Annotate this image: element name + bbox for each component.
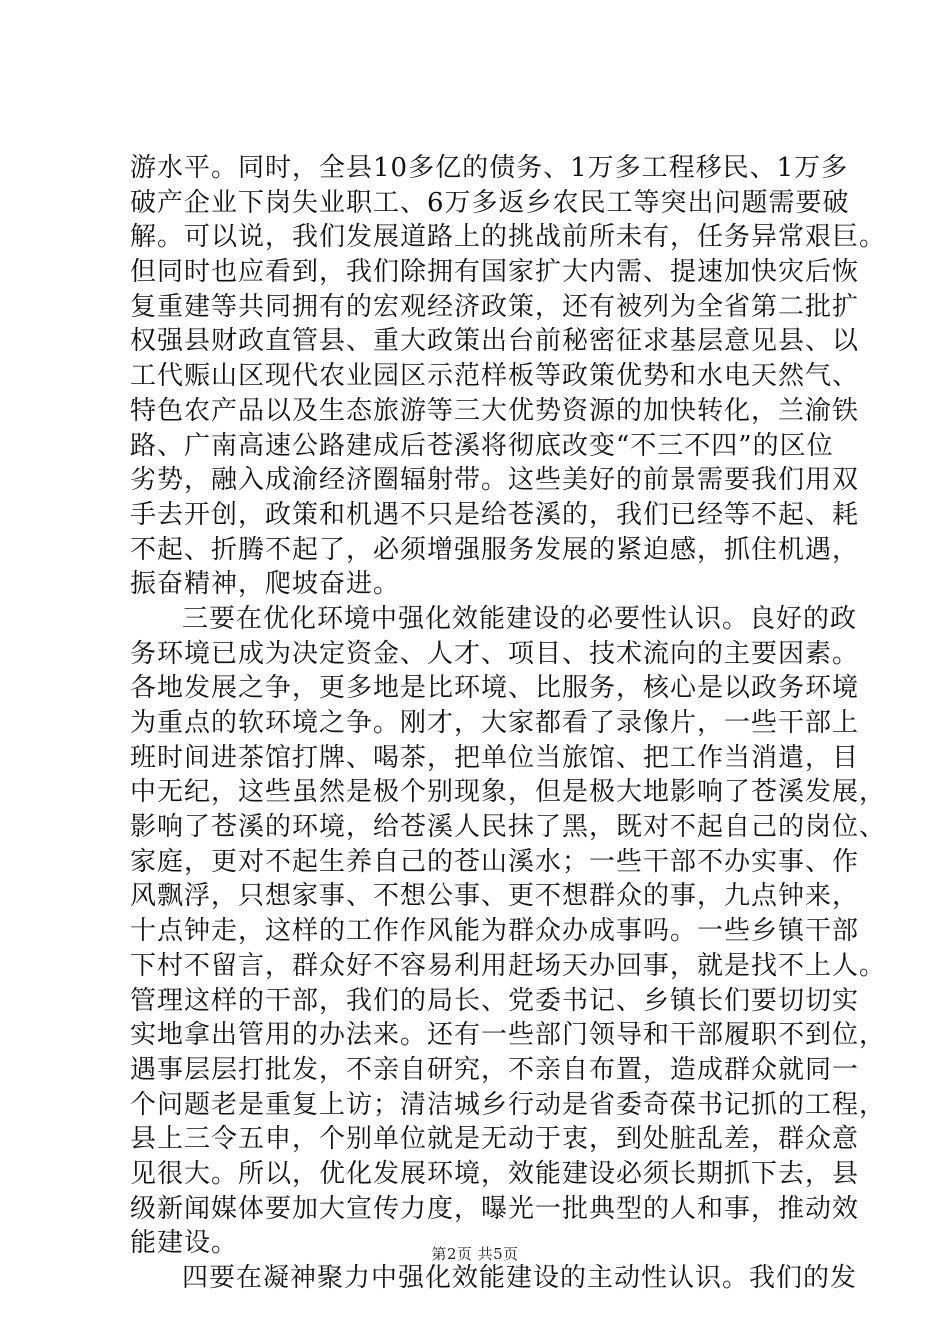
page-footer: 第2页 共5页	[431, 1245, 519, 1263]
text-line: 权强县财政直管县、重大政策出台前秘密征求基层意见县、以	[130, 326, 860, 357]
text-line: 但同时也应看到，我们除拥有国家扩大内需、提速加快灾后恢	[130, 257, 860, 288]
text-line: 班时间进茶馆打牌、喝茶，把单位当旅馆、把工作当消遣，目	[130, 742, 860, 773]
text-line: 影响了苍溪的环境，给苍溪人民抹了黑，既对不起自己的岗位、	[130, 812, 887, 843]
text-line: 解。可以说，我们发展道路上的挑战前所未有，任务异常艰巨。	[130, 222, 887, 253]
text-line: 风飘浮，只想家事、不想公事、更不想群众的事，九点钟来，	[130, 881, 860, 912]
text-line: 个问题老是重复上访；清洁城乡行动是省委奇葆书记抓的工程，	[130, 1089, 887, 1120]
text-line: 复重建等共同拥有的宏观经济政策，还有被列为全省第二批扩	[130, 291, 860, 322]
text-line: 中无纪，这些虽然是极个别现象，但是极大地影响了苍溪发展，	[130, 777, 887, 808]
text-line: 级新闻媒体要加大宣传力度，曝光一批典型的人和事，推动效	[130, 1193, 860, 1224]
text-line: 手去开创，政策和机遇不只是给苍溪的，我们已经等不起、耗	[130, 499, 860, 530]
text-line: 劣势，融入成渝经济圈辐射带。这些美好的前景需要我们用双	[130, 465, 860, 496]
text-line: 能建设。	[130, 1228, 239, 1259]
text-line: 为重点的软环境之争。刚才，大家都看了录像片，一些干部上	[130, 708, 860, 738]
text-line: 振奋精神，爬坡奋进。	[130, 569, 401, 600]
text-line: 各地发展之争，更多地是比环境、比服务，核心是以政务环境	[130, 673, 860, 704]
text-line: 不起、折腾不起了，必须增强服务发展的紧迫感，抓住机遇，	[130, 534, 860, 565]
text-line: 四要在凝神聚力中强化效能建设的主动性认识。我们的发	[182, 1263, 858, 1293]
text-line: 工代赈山区现代农业园区示范样板等政策优势和水电天然气、	[130, 361, 860, 392]
text-line: 遇事层层打批发，不亲自研究，不亲自布置，造成群众就同一	[130, 1054, 860, 1085]
text-line: 三要在优化环境中强化效能建设的必要性认识。良好的政	[182, 603, 858, 634]
text-line: 特色农产品以及生态旅游等三大优势资源的加快转化，兰渝铁	[130, 395, 860, 426]
text-line: 路、广南高速公路建成后苍溪将彻底改变“不三不四”的区位	[130, 430, 834, 461]
text-line: 破产企业下岗失业职工、6万多返乡农民工等突出问题需要破	[130, 187, 850, 218]
text-line: 下村不留言，群众好不容易利用赶场天办回事，就是找不上人。	[130, 950, 887, 981]
document-body	[130, 151, 887, 1296]
text-line: 实地拿出管用的办法来。还有一些部门领导和干部履职不到位，	[130, 1020, 887, 1051]
text-line: 游水平。同时，全县10多亿的债务、1万多工程移民、1万多	[130, 153, 849, 183]
text-line: 管理这样的干部，我们的局长、党委书记、乡镇长们要切切实	[130, 985, 860, 1016]
text-line: 见很大。所以，优化发展环境，效能建设必须长期抓下去，县	[130, 1158, 860, 1189]
text-line: 十点钟走，这样的工作作风能为群众办成事吗。一些乡镇干部	[130, 916, 860, 947]
text-line: 家庭，更对不起生养自己的苍山溪水；一些干部不办实事、作	[130, 846, 860, 877]
text-line: 县上三令五申，个别单位就是无动于衷，到处脏乱差，群众意	[130, 1124, 860, 1155]
text-line: 务环境已成为决定资金、人才、项目、技术流向的主要因素。	[130, 638, 860, 669]
